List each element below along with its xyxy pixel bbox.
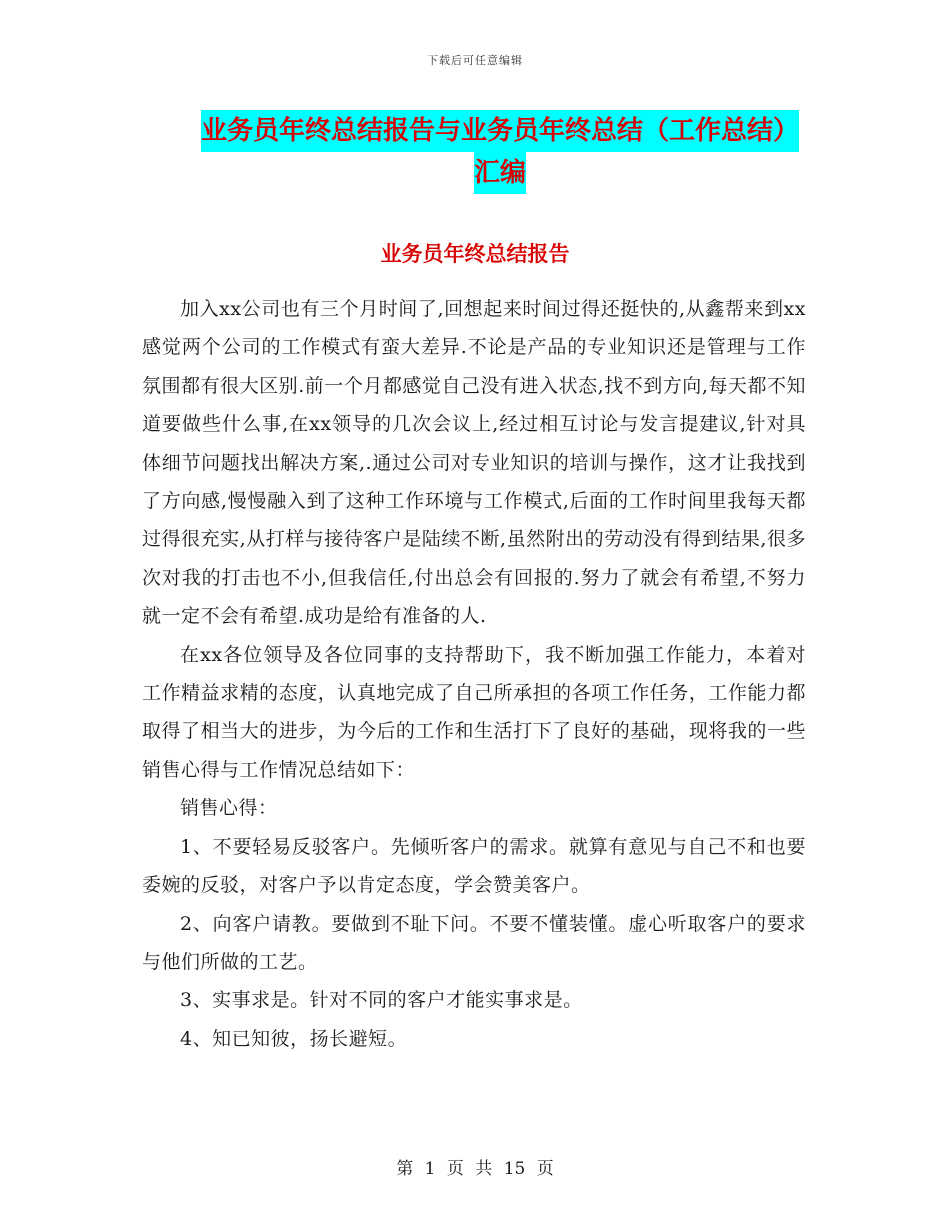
document-title-highlight: 业务员年终总结报告与业务员年终总结（工作总结）: [201, 110, 799, 152]
body-paragraph: 加入xx公司也有三个月时间了,回想起来时间过得还挺快的,从鑫帮来到xx感觉两个公司的工作模式有蛮大差异.不论是产品的专业知识还是管理与工作氛围都有很大区别.前一个月都感觉自己没有进入状态,找不到方向,每天都不知道要做些什么事,在xx领导的几次会议上,经过相互讨论与发言提建议,针对具体细节问题找出解决方案,.通过公司对专业知识的培训与操作，这才让我找到了方向感,慢慢融入到了这种工作环境与工作模式,后面的工作时间里我每天都过得很充实,从打样与接待客户是陆续不断,虽然附出的劳动没有得到结果,很多次对我的打击也不小,但我信任,付出总会有回报的.努力了就会有希望,不努力就一定不会有希望.成功是给有准备的人.: [142, 298, 806, 628]
document-body: [142, 290, 806, 1058]
page-header-note: 下载后可任意编辑: [427, 54, 523, 67]
body-paragraph: 2、向客户请教。要做到不耻下问。不要不懂装懂。虚心听取客户的要求与他们所做的工艺。: [142, 912, 806, 973]
body-paragraph: 1、不要轻易反驳客户。先倾听客户的需求。就算有意见与自己不和也要委婉的反驳，对客户予以肯定态度，学会赞美客户。: [142, 835, 806, 897]
page-number-footer: 第 1 页 共 15 页: [396, 1159, 554, 1179]
document-title-line-2: [195, 148, 805, 198]
body-paragraph: 销售心得：: [180, 797, 278, 820]
section-title: 业务员年终总结报告: [380, 242, 570, 266]
body-paragraph: 在xx各位领导及各位同事的支持帮助下，我不断加强工作能力，本着对工作精益求精的态度，认真地完成了自己所承担的各项工作任务，工作能力都取得了相当大的进步，为今后的工作和生活打下了良好的基础，现将我的一些销售心得与工作情况总结如下：: [142, 643, 806, 781]
body-paragraph: 4、知已知彼，扬长避短。: [180, 1027, 408, 1050]
document-title-highlight: 汇编: [474, 152, 526, 194]
body-paragraph: 3、实事求是。针对不同的客户才能实事求是。: [180, 989, 583, 1012]
